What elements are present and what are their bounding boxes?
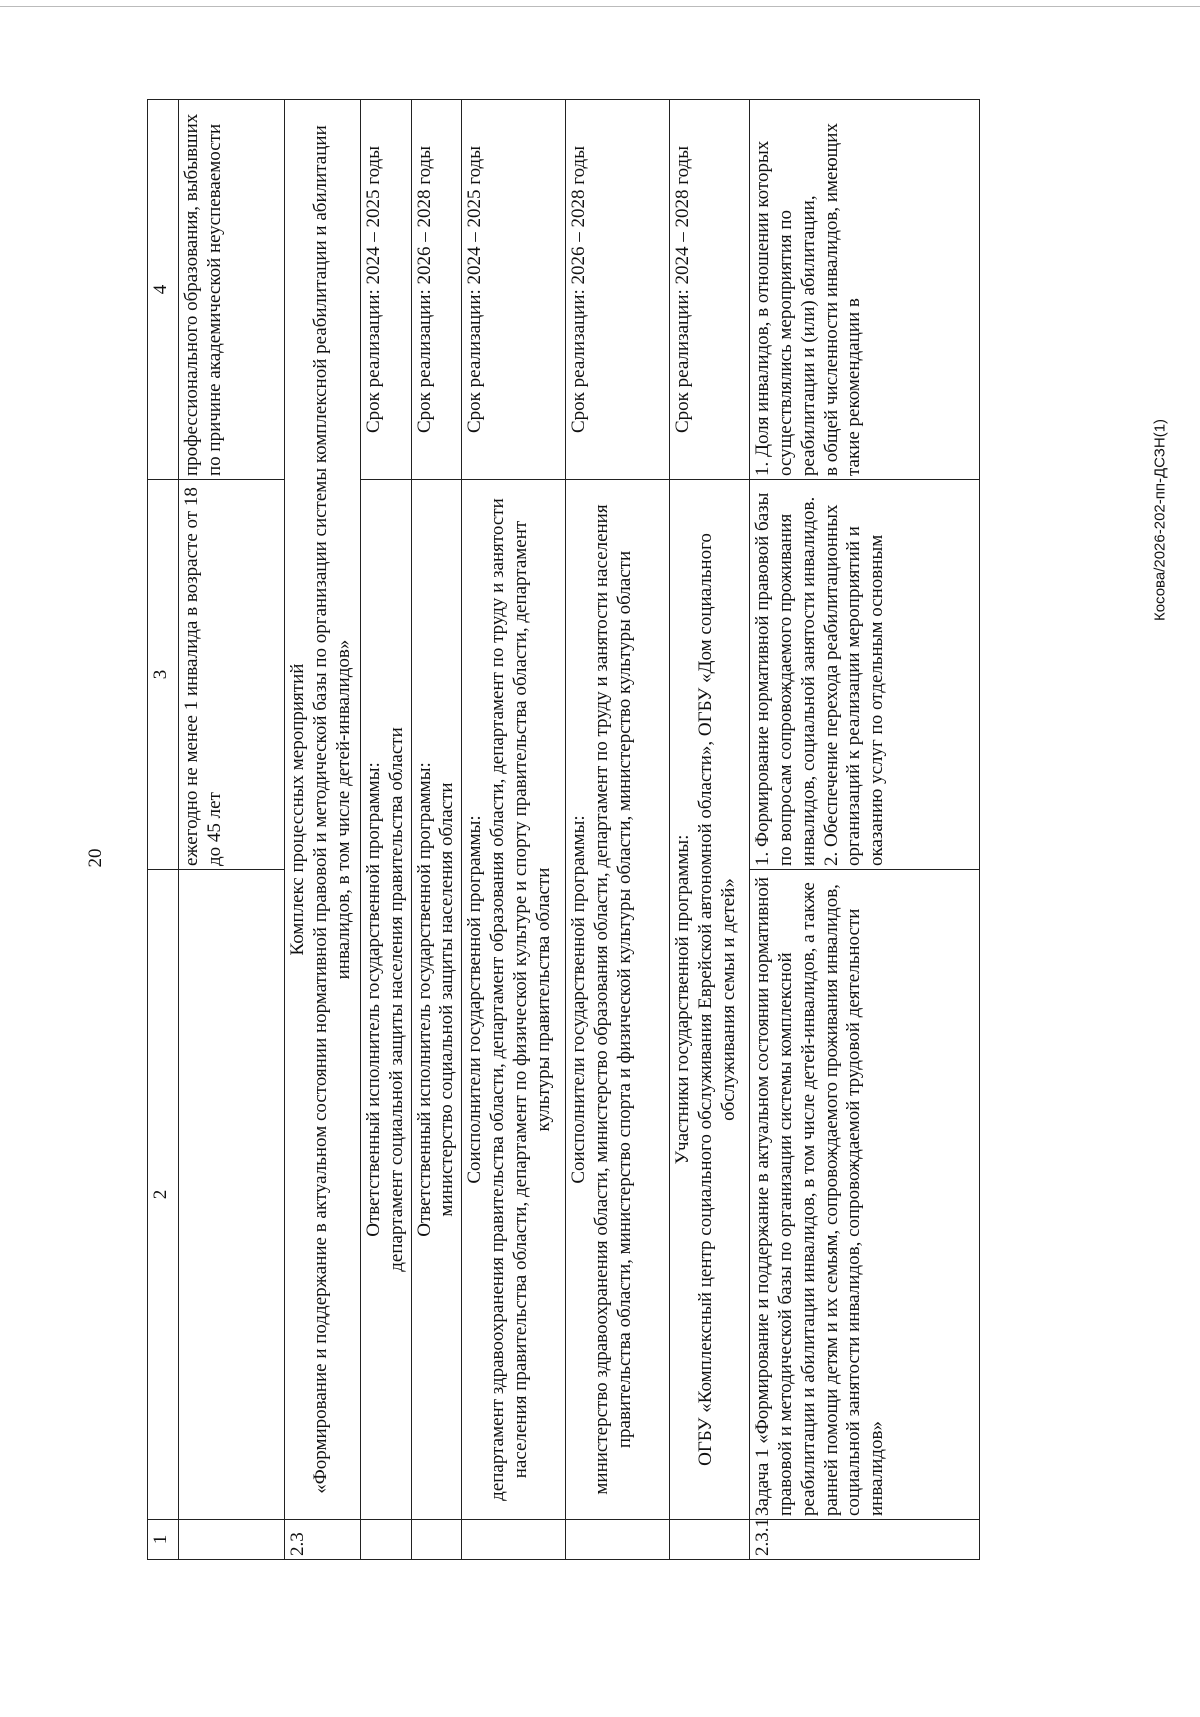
document-code: Косова/2026-202-пп-ДСЗН(1) [1151, 418, 1169, 622]
coexecutors-row-2 [566, 100, 670, 1560]
complex-subtitle: «Формирование и поддержание в актуальном состоянии нормативной правовой и методической базы по организации системы комплексной реабилитации и абилитации инвалидов, в том числе детей-инвалидов» [309, 125, 354, 1494]
task-indicator-2: в общей численности инвалидов, имеющих такие рекомендации в [820, 123, 865, 476]
continued-row-indicator: ежегодно не менее 1 инвалида в возрасте от 18 до 45 лет [179, 480, 285, 870]
page-number: 20 [85, 848, 106, 868]
rotated-table-container [147, 100, 1200, 1560]
program-table [147, 99, 980, 1560]
column-number-3: 3 [148, 480, 179, 870]
column-number-row [148, 100, 179, 1560]
coexecutors-row-1 [462, 100, 566, 1560]
scan-edge-line [0, 6, 1200, 7]
coexecutors-label: Соисполнители государственной программы: [568, 815, 590, 1184]
implementation-period: Срок реализации: 2024 – 2025 годы [361, 100, 412, 480]
responsible-text: министерство социальной защиты населения области [436, 782, 458, 1217]
task-description: Задача 1 «Формирование и поддержание в актуальном состоянии нормативной правовой и методической базы по организации системы комплексной реабилитации и абилитации инвалидов, в том числе детей-инвалидов, а также ранней помощи детям и их семьям, сопровождаемого проживания инвалидов, социальной занятости инвалидов, сопровождаемой трудовой деятельности инвалидов» [750, 870, 980, 1520]
continued-row-note: профессионального образования, выбывших по причине академической неуспеваемости [179, 100, 285, 480]
responsible-row-1 [361, 100, 412, 1560]
task-row [750, 100, 980, 1560]
complex-number: 2.3 [285, 1520, 361, 1560]
participants-label: Участники государственной программы: [672, 834, 694, 1165]
responsible-label: Ответственный исполнитель государственной программы: [413, 762, 435, 1237]
implementation-period: Срок реализации: 2026 – 2028 годы [566, 100, 670, 480]
complex-header-row [285, 100, 361, 1560]
implementation-period: Срок реализации: 2026 – 2028 годы [411, 100, 462, 480]
implementation-period: Срок реализации: 2024 – 2025 годы [462, 100, 566, 480]
task-measure-2: 2. Обеспечение перехода реабилитационных организаций к реализации мероприятий и оказанию услуг по отдельным основным [820, 504, 888, 866]
column-number-2: 2 [148, 870, 179, 1520]
responsible-text: департамент социальной защиты населения правительства области [385, 727, 407, 1272]
coexecutors-text: департамент здравоохранения правительства области, департамент образования области, департамент по труду и занятости населения правительства области, департамент по физической культуре и спорту правительства области, департамент культуры правительства области [486, 498, 554, 1501]
column-number-1: 1 [148, 1520, 179, 1560]
coexecutors-label: Соисполнители государственной программы: [464, 815, 486, 1184]
task-measure-1: 1. Формирование нормативной правовой базы по вопросам сопровождаемого проживания инвалидов, социальной занятости инвалидов. [752, 492, 819, 866]
implementation-period: Срок реализации: 2024 – 2028 годы [670, 100, 750, 480]
task-indicator-1: 1. Доля инвалидов, в отношении которых осуществлялись мероприятия по реабилитации и (или) абилитации, [752, 140, 819, 476]
continued-row [179, 100, 285, 1560]
responsible-label: Ответственный исполнитель государственной программы: [363, 762, 384, 1237]
task-number: 2.3.1 [750, 1520, 980, 1560]
participants-text: ОГБУ «Комплексный центр социального обслуживания Еврейской автономной области», ОГБУ «Дом социального обслуживания семьи и детей» [694, 533, 739, 1466]
responsible-row-2 [411, 100, 462, 1560]
participants-row [670, 100, 750, 1560]
column-number-4: 4 [148, 100, 179, 480]
complex-title: Комплекс процессных мероприятий [287, 663, 308, 956]
coexecutors-text: министерство здравоохранения области, министерство образования области, департамент по труду и занятости населения правительства области, министерство спорта и физической культуры области, министерство культуры области [590, 504, 635, 1495]
